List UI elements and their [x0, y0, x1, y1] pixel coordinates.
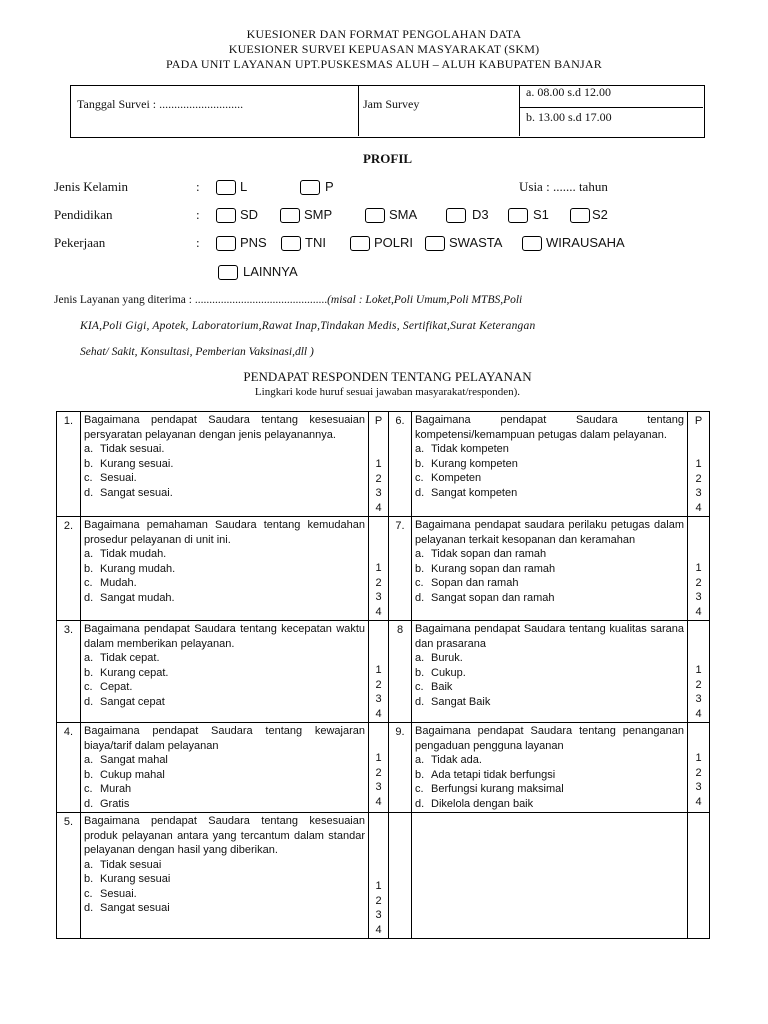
question-text: Bagaimana pendapat Saudara tentang kompetensi/kemampuan petugas dalam pelayanan. — [415, 414, 684, 441]
option-letter: a. — [84, 754, 94, 766]
option-text: Dikelola dengan baik — [431, 797, 534, 810]
answer-option[interactable] — [415, 442, 684, 457]
question-number: 9. — [389, 723, 412, 813]
time-slot-b[interactable]: b. 13.00 s.d 17.00 — [526, 110, 612, 124]
question-text: Bagaimana pendapat Saudara tentang kualitas sarana dan prasarana — [415, 623, 684, 650]
jenis-layanan-example: (misal : Loket,Poli Umum,Poli MTBS,Poli — [327, 294, 523, 306]
score-code[interactable]: 4 — [375, 707, 382, 720]
gender-p-checkbox[interactable] — [300, 180, 320, 195]
option-letter: c. — [415, 783, 424, 795]
option-text: Sangat mudah. — [100, 591, 175, 604]
option-text: Tidak cepat. — [100, 652, 160, 664]
edu-d3-label: D3 — [472, 207, 489, 222]
question-text: Bagaimana pendapat Saudara tentang kewajaran biaya/tarif dalam pelayanan — [84, 725, 365, 752]
empty-cell — [389, 813, 412, 939]
option-text: Tidak mudah. — [100, 548, 167, 560]
question-text: Bagaimana pendapat Saudara tentang penanganan pengaduan pengguna layanan — [415, 725, 684, 752]
edu-smp-label: SMP — [304, 207, 333, 222]
option-letter: c. — [84, 681, 93, 693]
pekerjaan-label: Pekerjaan — [54, 235, 106, 250]
table-row — [57, 517, 710, 621]
score-code[interactable]: 1 — [695, 562, 702, 574]
option-text: Sesuai. — [100, 472, 137, 484]
score-code[interactable]: 3 — [375, 781, 382, 793]
option-letter: d. — [415, 591, 425, 604]
question-text: Bagaimana pendapat Saudara tentang kecepatan waktu dalam memberikan pelayanan. — [84, 623, 365, 650]
score-code[interactable]: 2 — [375, 894, 382, 907]
option-letter: d. — [415, 797, 425, 810]
option-letter: b. — [84, 457, 94, 470]
option-letter: a. — [84, 548, 94, 560]
option-letter: a. — [84, 443, 94, 455]
answer-option[interactable] — [415, 576, 684, 591]
empty-cell — [412, 813, 688, 939]
colon: : — [196, 207, 200, 222]
gender-l-label: L — [240, 179, 248, 194]
option-text: Gratis — [100, 797, 130, 810]
option-letter: a. — [415, 443, 425, 455]
score-code[interactable]: 3 — [695, 591, 702, 603]
gender-l-checkbox[interactable] — [216, 180, 236, 195]
question-text: Bagaimana pendapat Saudara tentang kesesuaian persyaratan pelayanan dengan jenis pelayanannya. — [84, 414, 365, 441]
answer-option[interactable] — [415, 486, 684, 501]
answer-option[interactable] — [84, 547, 365, 562]
question-cell — [81, 517, 369, 621]
question-text: Bagaimana pendapat saudara perilaku petugas dalam pelayanan terkait kesopanan dan keramahan — [415, 519, 684, 546]
option-text: Kurang kompeten — [431, 457, 518, 470]
option-letter: c. — [415, 472, 424, 484]
option-letter: c. — [84, 887, 93, 900]
time-slot-a[interactable]: a. 08.00 s.d 12.00 — [526, 85, 611, 99]
score-code[interactable]: 4 — [375, 795, 382, 808]
question-number: 2. — [57, 517, 81, 621]
option-text: Sangat mahal — [100, 754, 168, 766]
score-cell — [369, 517, 389, 621]
score-code[interactable]: 3 — [375, 693, 382, 705]
answer-option[interactable] — [84, 797, 365, 812]
option-text: Murah — [100, 783, 132, 795]
score-code[interactable]: 1 — [375, 664, 382, 676]
answer-option[interactable] — [415, 547, 684, 562]
pendapat-title: PENDAPAT RESPONDEN TENTANG PELAYANAN — [243, 369, 532, 384]
answer-option[interactable] — [84, 753, 365, 768]
option-letter: c. — [415, 681, 424, 693]
option-letter: b. — [415, 768, 425, 781]
score-code[interactable]: 3 — [375, 591, 382, 603]
question-cell — [412, 517, 688, 621]
answer-option[interactable] — [415, 457, 684, 472]
answer-option[interactable] — [84, 887, 365, 902]
option-text: Sangat sesuai — [100, 902, 170, 914]
question-cell — [81, 412, 369, 517]
answer-option[interactable] — [84, 576, 365, 591]
table-row — [57, 813, 710, 939]
score-code[interactable]: 2 — [695, 576, 702, 589]
option-letter: d. — [415, 695, 425, 708]
score-code[interactable]: 1 — [695, 458, 702, 470]
title-line-3: PADA UNIT LAYANAN UPT.PUSKESMAS ALUH – ALUH KABUPATEN BANJAR — [166, 57, 602, 71]
option-letter: b. — [415, 562, 425, 575]
option-text: Tidak sesuai — [100, 858, 162, 871]
option-letter: d. — [84, 695, 94, 708]
answer-option[interactable] — [84, 680, 365, 695]
edu-sd-label: SD — [240, 207, 259, 222]
question-number: 3. — [57, 621, 81, 723]
option-text: Tidak sesuai. — [100, 443, 165, 455]
option-text: Sopan dan ramah — [431, 577, 519, 589]
option-letter: b. — [84, 768, 94, 781]
profil-title: PROFIL — [362, 151, 413, 166]
option-text: Ada tetapi tidak berfungsi — [431, 768, 556, 781]
option-text: Cukup mahal — [100, 768, 165, 781]
score-code[interactable]: 3 — [695, 781, 702, 793]
gender-p-label: P — [325, 179, 334, 194]
answer-option[interactable] — [84, 651, 365, 666]
job-polri-checkbox[interactable] — [350, 236, 370, 251]
answer-option[interactable] — [84, 591, 365, 606]
answer-option[interactable] — [84, 666, 365, 681]
question-text: Bagaimana pendapat Saudara tentang kesesuaian produk pelayanan antara yang tercantum dalam standar pelayanan dengan hasil yang diberikan. — [84, 815, 365, 856]
option-text: Cukup. — [431, 666, 466, 679]
score-code[interactable]: 4 — [375, 501, 382, 514]
job-lainnya-label: LAINNYA — [243, 264, 298, 279]
option-letter: b. — [84, 562, 94, 575]
score-code[interactable]: 4 — [695, 501, 702, 514]
job-tni-label: TNI — [305, 235, 326, 250]
score-code[interactable]: 3 — [695, 693, 702, 705]
tanggal-survei-field[interactable]: Tanggal Survei : ............................ — [77, 97, 244, 111]
colon: : — [196, 179, 200, 194]
score-code[interactable]: 4 — [375, 605, 382, 618]
score-cell — [688, 723, 710, 813]
answer-option[interactable] — [84, 486, 365, 501]
answer-option[interactable] — [84, 695, 365, 710]
answer-option[interactable] — [415, 797, 684, 812]
option-text: Sangat cepat — [100, 695, 165, 708]
edu-s2-checkbox[interactable] — [570, 208, 590, 223]
answer-option[interactable] — [84, 872, 365, 887]
score-code[interactable]: 1 — [375, 880, 382, 892]
score-code[interactable]: 2 — [375, 766, 382, 779]
answer-option[interactable] — [415, 768, 684, 783]
answer-option[interactable] — [415, 471, 684, 486]
option-text: Sangat sesuai. — [100, 486, 173, 499]
answer-option[interactable] — [84, 782, 365, 797]
answer-option[interactable] — [415, 695, 684, 710]
question-number: 4. — [57, 723, 81, 813]
jenis-layanan-field[interactable] — [54, 293, 522, 308]
score-cell — [369, 621, 389, 723]
option-letter: d. — [415, 486, 425, 499]
score-cell — [688, 621, 710, 723]
score-code[interactable]: 4 — [695, 605, 702, 618]
jenis-layanan-example-3: Sehat/ Sakit, Konsultasi, Pemberian Vaksinasi,dll ) — [80, 346, 314, 358]
score-code[interactable]: 3 — [695, 487, 702, 499]
answer-option[interactable] — [415, 753, 684, 768]
option-text: Buruk. — [431, 652, 463, 664]
option-text: Kurang sesuai. — [100, 457, 174, 470]
question-number: 8 — [389, 621, 412, 723]
answer-option[interactable] — [415, 680, 684, 695]
option-letter: a. — [415, 754, 425, 766]
answer-option[interactable] — [415, 782, 684, 797]
title-line-1: KUESIONER DAN FORMAT PENGOLAHAN DATA — [246, 27, 522, 41]
score-code[interactable]: 3 — [375, 909, 382, 921]
option-text: Kurang cepat. — [100, 666, 169, 679]
survey-divider-2 — [519, 85, 520, 136]
option-text: Sesuai. — [100, 887, 137, 900]
option-text: Tidak ada. — [431, 754, 482, 766]
option-text: Sangat Baik — [431, 695, 491, 708]
score-code[interactable]: 2 — [375, 678, 382, 691]
question-cell — [81, 813, 369, 939]
title-line-2: KUESIONER SURVEI KEPUASAN MASYARAKAT (SKM) — [228, 42, 540, 56]
edu-smp-checkbox[interactable] — [280, 208, 300, 223]
table-row — [57, 621, 710, 723]
question-number: 7. — [389, 517, 412, 621]
score-code[interactable]: 1 — [375, 458, 382, 470]
question-cell — [412, 723, 688, 813]
job-swasta-checkbox[interactable] — [425, 236, 445, 251]
score-code[interactable]: 4 — [375, 923, 382, 936]
question-table — [56, 411, 710, 939]
option-text: Mudah. — [100, 577, 137, 589]
answer-option[interactable] — [84, 858, 365, 873]
question-cell — [412, 412, 688, 517]
score-code[interactable]: 1 — [695, 664, 702, 676]
survey-divider-1 — [358, 85, 359, 136]
option-letter: d. — [84, 902, 94, 914]
survey-divider-3 — [519, 107, 703, 108]
option-text: Kompeten — [431, 472, 482, 484]
answer-option[interactable] — [84, 442, 365, 457]
option-text: Cepat. — [100, 681, 133, 693]
table-row — [57, 412, 710, 517]
jam-survey-label: Jam Survey — [363, 97, 420, 111]
answer-option[interactable] — [415, 562, 684, 577]
answer-option[interactable] — [415, 651, 684, 666]
question-cell — [81, 621, 369, 723]
option-letter: c. — [84, 472, 93, 484]
option-letter: a. — [415, 652, 425, 664]
colon: : — [196, 235, 200, 250]
usia-field[interactable]: Usia : ....... tahun — [519, 179, 608, 194]
edu-d3-checkbox[interactable] — [446, 208, 466, 223]
question-number: 1. — [57, 412, 81, 517]
score-cell — [688, 412, 710, 517]
option-letter: c. — [415, 577, 424, 589]
pendapat-subtitle: Lingkari kode huruf sesuai jawaban masyarakat/responden). — [254, 386, 521, 398]
job-polri-label: POLRI — [374, 235, 414, 250]
option-text: Sangat sopan dan ramah — [431, 591, 555, 604]
table-row — [57, 723, 710, 813]
option-letter: d. — [84, 797, 94, 810]
option-text: Baik — [431, 681, 453, 693]
edu-s2-label: S2 — [592, 207, 608, 222]
score-code[interactable]: 2 — [695, 766, 702, 779]
answer-option[interactable] — [84, 768, 365, 783]
option-letter: d. — [84, 591, 94, 604]
job-tni-checkbox[interactable] — [281, 236, 301, 251]
job-pns-label: PNS — [240, 235, 267, 250]
jenis-layanan-example-2: KIA,Poli Gigi, Apotek, Laboratorium,Rawat Inap,Tindakan Medis, Sertifikat,Surat Keterangan — [80, 320, 536, 332]
option-letter: a. — [84, 858, 94, 871]
edu-s1-checkbox[interactable] — [508, 208, 528, 223]
answer-option[interactable] — [415, 666, 684, 681]
score-code[interactable]: 1 — [375, 562, 382, 574]
jenis-kelamin-label: Jenis Kelamin — [54, 179, 129, 194]
p-header: P — [374, 415, 383, 427]
p-header: P — [694, 415, 703, 427]
edu-s1-label: S1 — [533, 207, 549, 222]
option-letter: b. — [415, 457, 425, 470]
option-letter: b. — [415, 666, 425, 679]
option-text: Sangat kompeten — [431, 486, 518, 499]
score-code[interactable]: 1 — [375, 752, 382, 764]
job-wirausaha-label: WIRAUSAHA — [546, 235, 625, 250]
score-code[interactable]: 2 — [695, 472, 702, 485]
edu-sma-label: SMA — [389, 207, 418, 222]
option-letter: c. — [84, 783, 93, 795]
score-code[interactable]: 2 — [375, 576, 382, 589]
option-text: Berfungsi kurang maksimal — [431, 783, 564, 795]
option-letter: a. — [415, 548, 425, 560]
option-text: Kurang sopan dan ramah — [431, 562, 556, 575]
score-code[interactable]: 1 — [695, 752, 702, 764]
option-letter: d. — [84, 486, 94, 499]
score-code[interactable]: 3 — [375, 487, 382, 499]
question-cell — [81, 723, 369, 813]
answer-option[interactable] — [84, 457, 365, 472]
job-lainnya-checkbox[interactable] — [218, 265, 238, 280]
jenis-layanan-label: Jenis Layanan yang diterima : .............................................. — [54, 294, 328, 306]
option-text: Tidak sopan dan ramah — [431, 548, 547, 560]
option-text: Kurang mudah. — [100, 562, 176, 575]
score-code[interactable]: 2 — [695, 678, 702, 691]
job-pns-checkbox[interactable] — [216, 236, 236, 251]
score-code[interactable]: 4 — [695, 707, 702, 720]
score-code[interactable]: 4 — [695, 795, 702, 808]
option-letter: b. — [84, 873, 94, 885]
option-letter: c. — [84, 577, 93, 589]
option-text: Tidak kompeten — [431, 443, 509, 455]
answer-option[interactable] — [84, 562, 365, 577]
question-cell — [412, 621, 688, 723]
job-swasta-label: SWASTA — [449, 235, 503, 250]
option-letter: b. — [84, 666, 94, 679]
score-cell — [369, 813, 389, 939]
empty-cell — [688, 813, 710, 939]
answer-option[interactable] — [84, 901, 365, 916]
option-letter: a. — [84, 652, 94, 664]
question-text: Bagaimana pemahaman Saudara tentang kemudahan prosedur pelayanan di unit ini. — [84, 519, 365, 546]
job-wirausaha-checkbox[interactable] — [522, 236, 542, 251]
score-cell — [369, 412, 389, 517]
edu-sma-checkbox[interactable] — [365, 208, 385, 223]
score-code[interactable]: 2 — [375, 472, 382, 485]
question-number: 6. — [389, 412, 412, 517]
pendidikan-label: Pendidikan — [54, 207, 113, 222]
option-text: Kurang sesuai — [100, 873, 171, 885]
edu-sd-checkbox[interactable] — [216, 208, 236, 223]
question-number: 5. — [57, 813, 81, 939]
answer-option[interactable] — [84, 471, 365, 486]
score-cell — [369, 723, 389, 813]
score-cell — [688, 517, 710, 621]
answer-option[interactable] — [415, 591, 684, 606]
